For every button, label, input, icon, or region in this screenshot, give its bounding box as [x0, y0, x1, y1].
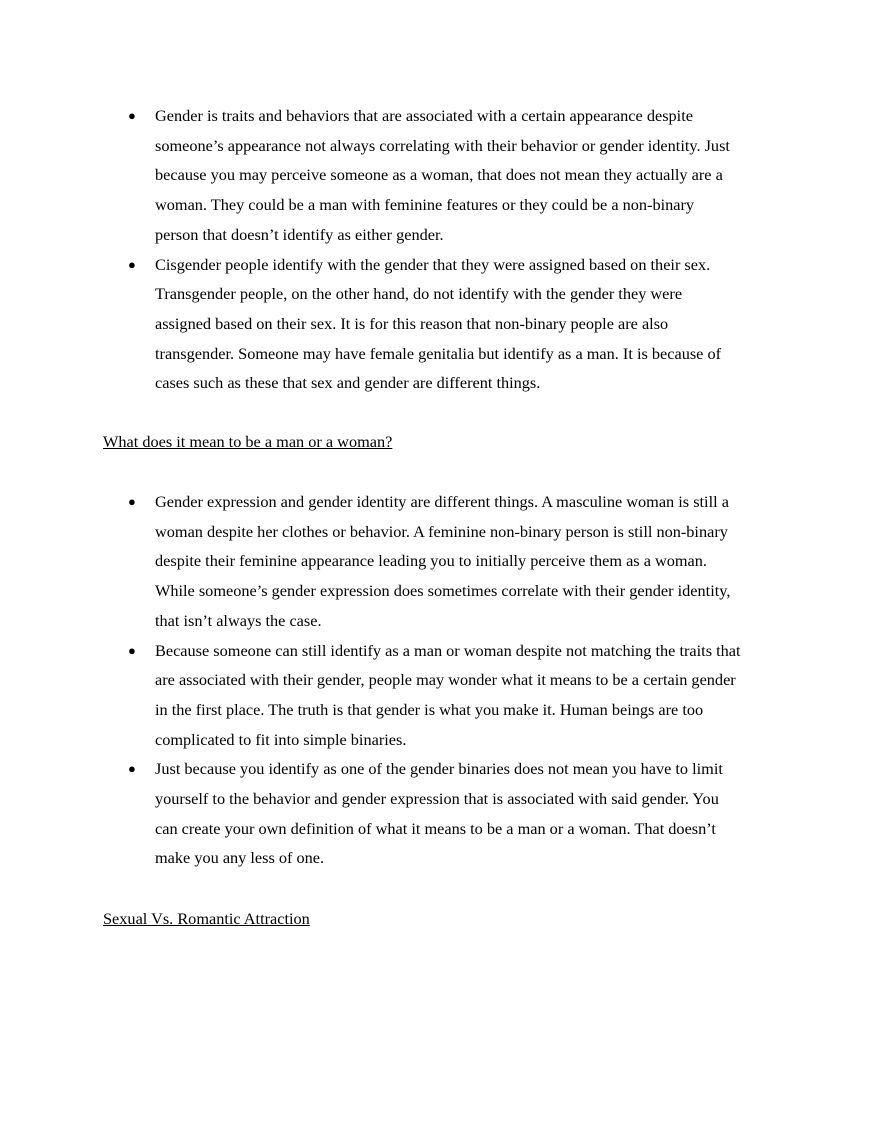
text-line: woman despite her clothes or behavior. A feminine non-binary person is still non-binary — [155, 521, 728, 541]
bullet-icon: ● — [128, 642, 136, 658]
bullet-list-gender — [0, 101, 880, 398]
text-line: Because someone can still identify as a man or woman despite not matching the traits that — [155, 640, 741, 660]
bullet-icon: ● — [128, 256, 136, 272]
text-line: Gender is traits and behaviors that are associated with a certain appearance despite — [155, 106, 693, 125]
list-item — [0, 101, 880, 250]
text-line: that isn’t always the case. — [155, 610, 322, 630]
list-item — [0, 250, 880, 399]
list-item — [0, 487, 880, 636]
text-line: are associated with their gender, people may wonder what it means to be a certain gender — [155, 670, 736, 690]
text-line: person that doesn’t identify as either gender. — [155, 224, 444, 244]
text-line: because you may perceive someone as a woman, that does not mean they actually are a — [155, 165, 723, 185]
text-line: transgender. Someone may have female genitalia but identify as a man. It is because of — [155, 343, 722, 363]
text-line: While someone’s gender expression does sometimes correlate with their gender identity, — [155, 581, 731, 601]
list-item — [0, 754, 880, 873]
list-item — [0, 636, 880, 755]
text-line: Just because you identify as one of the gender binaries does not mean you have to limit — [155, 759, 723, 779]
text-line: yourself to the behavior and gender expression that is associated with said gender. You — [155, 789, 719, 809]
text-line: Transgender people, on the other hand, do not identify with the gender they were — [155, 284, 683, 304]
bullet-icon: ● — [128, 108, 136, 123]
text-line: Gender expression and gender identity are different things. A masculine woman is still a — [155, 492, 729, 511]
text-line: can create your own definition of what it means to be a man or a woman. That doesn’t — [155, 818, 716, 838]
section-heading: Sexual Vs. Romantic Attraction — [103, 909, 310, 928]
text-line: in the first place. The truth is that gender is what you make it. Human beings are too — [155, 699, 704, 719]
text-line: cases such as these that sex and gender are different things. — [155, 373, 541, 393]
bullet-icon: ● — [128, 761, 136, 777]
text-line: assigned based on their sex. It is for this reason that non-binary people are also — [155, 313, 669, 333]
text-line: woman. They could be a man with feminine features or they could be a non-binary — [155, 195, 695, 215]
bullet-list-man-woman — [0, 487, 880, 873]
text-line: make you any less of one. — [155, 848, 325, 868]
text-line: complicated to fit into simple binaries. — [155, 729, 407, 749]
section-heading: What does it mean to be a man or a woman? — [103, 432, 393, 451]
text-line: someone’s appearance not always correlating with their behavior or gender identity. Just — [155, 135, 730, 155]
text-line: Cisgender people identify with the gender that they were assigned based on their sex. — [155, 254, 711, 274]
bullet-icon: ● — [128, 494, 136, 509]
text-line: despite their feminine appearance leading you to initially perceive them as a woman. — [155, 551, 707, 571]
